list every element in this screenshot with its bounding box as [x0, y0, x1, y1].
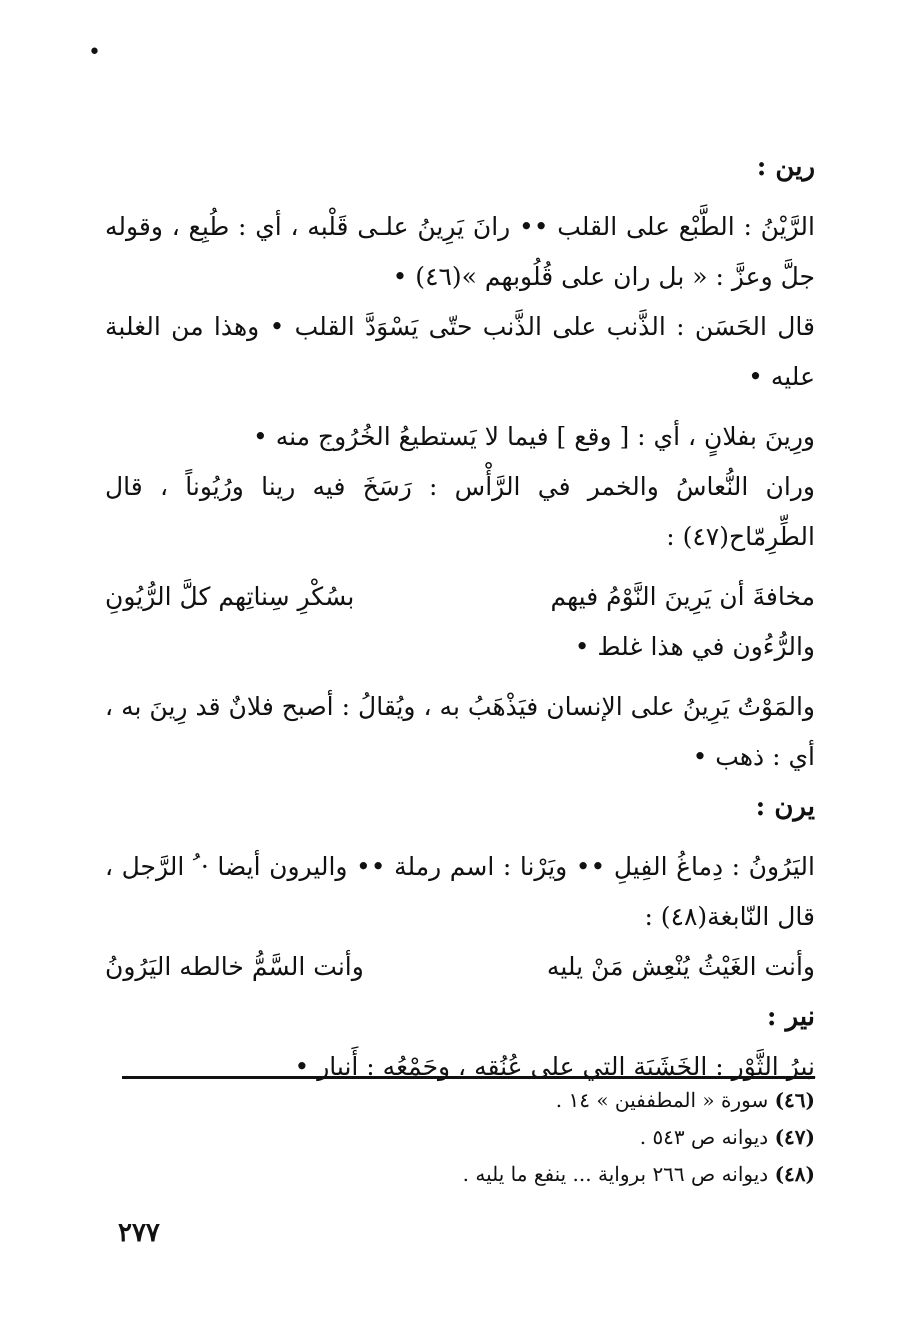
- poem-verse: [105, 572, 815, 622]
- entry-paragraph: الرَّيْنُ : الطَّبْع على القلب •• رانَ يَرِينُ علـى قَلْبه ، أي : طُبِع ، وقوله جلَّ وعزَّ : « بل ران على قُلُوبهم »(٤٦) •: [105, 212, 815, 291]
- entry-title: نير :: [766, 1002, 815, 1032]
- footnote-text: ديوانه ص ٥٤٣ .: [639, 1125, 769, 1149]
- entry-paragraph: وران النُّعاسُ والخمر في الرَّأْس : رَسَخَ فيه رينا ورُيُوناً ، قال الطِّرِمّاح(٤٧) :: [105, 472, 815, 551]
- verse-second-hemistich: وأنت السَّمُّ خالطه اليَرُونُ: [105, 952, 364, 981]
- footnote-item: [300, 1156, 815, 1193]
- footnote-number: (٤٧): [774, 1125, 815, 1149]
- entry-title: يرن :: [755, 792, 815, 822]
- entry-paragraph: ورِينَ بفلانٍ ، أي : [ وقع ] فيما لا يَستطيعُ الخُرُوج منه •: [253, 422, 815, 451]
- footnotes: [300, 1082, 815, 1193]
- entry-paragraph: قال الحَسَن : الذَّنب على الذَّنب حتّى يَسْوَدَّ القلب • وهذا من الغلبة عليه •: [105, 312, 815, 391]
- footnote-number: (٤٨): [774, 1162, 815, 1186]
- footnote-item: [300, 1119, 815, 1156]
- main-text: [105, 142, 815, 1092]
- entry-title: رين :: [756, 152, 815, 182]
- entry-paragraph: والرُّءُون في هذا غلط •: [574, 632, 815, 661]
- verse-first-hemistich: مخافةَ أن يَرِينَ النَّوْمُ فيهم: [550, 582, 815, 611]
- verse-second-hemistich: بسُكْرِ سِناتِهم كلَّ الرُّيُونِ: [105, 582, 355, 611]
- footnote-text: سورة « المطففين » ١٤ .: [555, 1088, 769, 1112]
- page-number: ٢٧٧: [118, 1218, 160, 1248]
- footnote-item: [300, 1082, 815, 1119]
- corner-mark: •: [88, 40, 101, 65]
- poem-verse: [105, 942, 815, 992]
- footnote-text: ديوانه ص ٢٦٦ برواية ... ينفع ما يليه .: [462, 1162, 769, 1186]
- entry-paragraph: والمَوْتُ يَرِينُ على الإنسان فيَذْهَبُ به ، ويُقالُ : أصبح فلانٌ قد رِينَ به ، أي : ذهب •: [105, 692, 815, 771]
- entry-paragraph: نِيرُ الثَّوْر : الخَشَبَة التي على عُنُقه ، وجَمْعُه : أَنيار •: [294, 1052, 815, 1081]
- verse-first-hemistich: وأنت الغَيْثُ يُنْعِش مَنْ يليه: [546, 952, 815, 981]
- entry-paragraph: اليَرُونُ : دِماغُ الفِيلِ •• ويَرْنا : اسم رملة •• واليرون أيضا · ُ الرَّجل ، قال النّابغة(٤٨) :: [105, 852, 815, 931]
- footnote-number: (٤٦): [774, 1088, 815, 1112]
- footnote-divider: [122, 1076, 815, 1079]
